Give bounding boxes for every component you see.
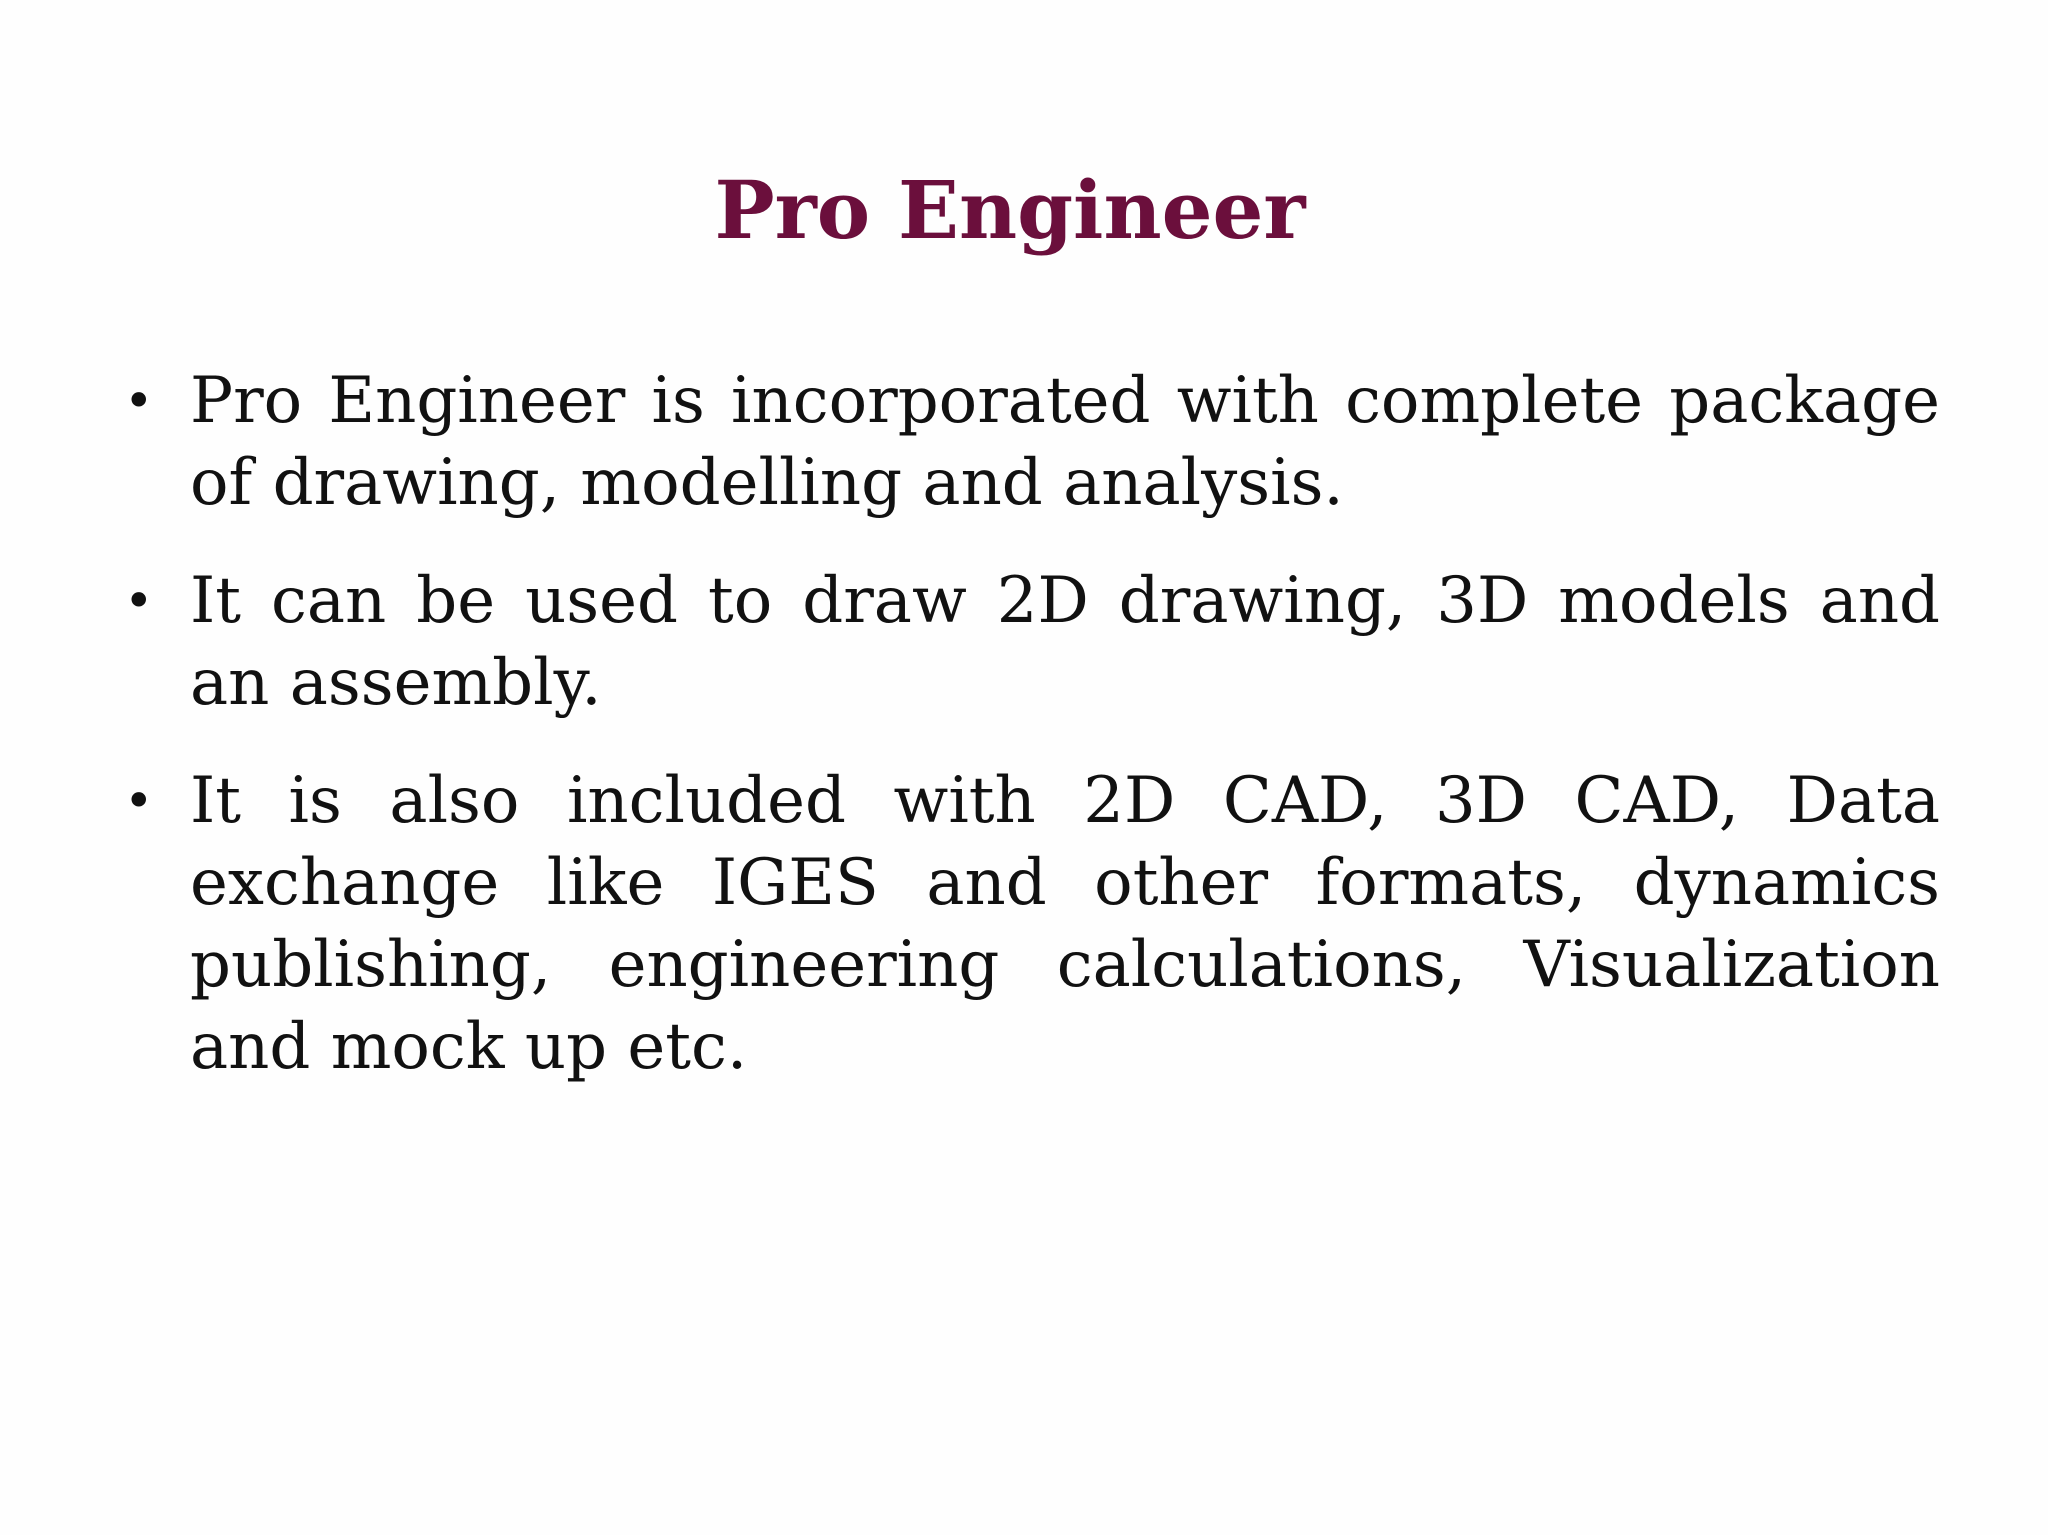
- bullet-list: [120, 360, 1940, 1124]
- bullet-text: Pro Engineer is incorporated with complete package of drawing, modelling and analysis.: [190, 364, 1940, 520]
- list-item: [120, 760, 1940, 1088]
- list-item: [120, 560, 1940, 724]
- bullet-icon: •: [124, 372, 154, 430]
- list-item: [120, 360, 1940, 524]
- slide-title: Pro Engineer: [714, 163, 1306, 257]
- bullet-text: It is also included with 2D CAD, 3D CAD, Data exchange like IGES and other formats, dynamics publishing, engineering calculations, Visualization and mock up etc.: [190, 764, 1940, 1084]
- bullet-text: It can be used to draw 2D drawing, 3D models and an assembly.: [190, 564, 1940, 720]
- bullet-icon: •: [124, 572, 154, 630]
- bullet-icon: •: [124, 772, 154, 830]
